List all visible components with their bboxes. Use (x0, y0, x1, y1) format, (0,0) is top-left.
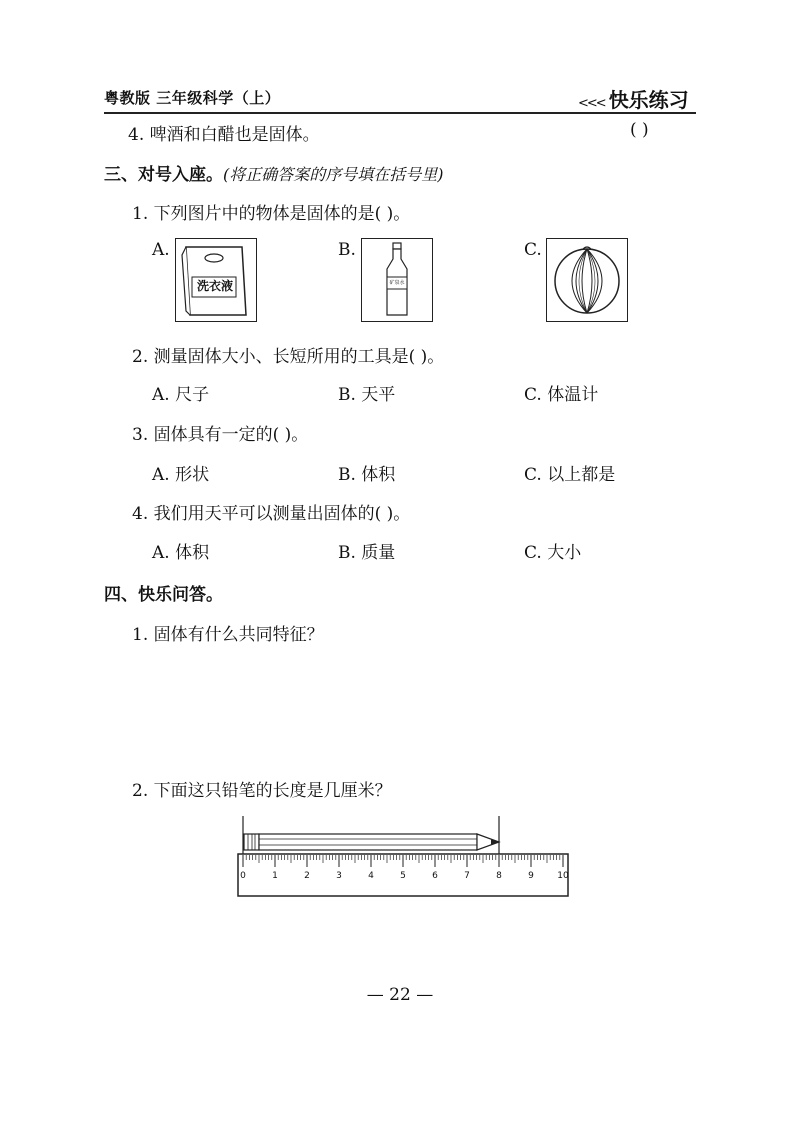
s3-q3-option-c[interactable]: C. 以上都是 (524, 465, 616, 485)
s3-q4-option-c[interactable]: C. 大小 (524, 543, 582, 563)
bottle-label: 矿泉水 (389, 280, 405, 286)
ruler-label: 6 (432, 871, 438, 881)
pencil-icon (244, 834, 499, 850)
ruler-label: 3 (336, 871, 342, 881)
pencil-ruler-figure (236, 812, 572, 902)
ruler-label: 7 (464, 871, 470, 881)
s3-question-2: 2. 测量固体大小、长短所用的工具是( )。 (132, 347, 445, 367)
ruler-label: 4 (368, 871, 374, 881)
section-3-hint: (将正确答案的序号填在括号里) (223, 165, 444, 184)
chevrons-icon: <<< (578, 96, 605, 111)
s3-q1-option-a-label: A. (152, 240, 170, 260)
ruler-label: 8 (496, 871, 502, 881)
ruler-label: 5 (400, 871, 406, 881)
s3-q4-option-b[interactable]: B. 质量 (338, 543, 396, 563)
watermelon-image[interactable] (546, 238, 628, 322)
s3-question-3: 3. 固体具有一定的( )。 (132, 425, 309, 445)
section-brand (578, 84, 689, 113)
ruler-label: 0 (240, 871, 246, 881)
s3-q1-option-b-label: B. (338, 240, 356, 260)
s4-question-2: 2. 下面这只铅笔的长度是几厘米？ (132, 781, 392, 801)
answer-paren[interactable]: ( ) (630, 120, 649, 140)
brand-text: 快乐练习 (608, 88, 689, 112)
water-bottle-image[interactable] (361, 238, 433, 322)
detergent-bag-image[interactable] (175, 238, 257, 322)
s3-q1-option-c-label: C. (524, 240, 542, 260)
section-4-title: 四、快乐问答。 (104, 585, 223, 605)
section-3-heading: 三、对号入座。 (104, 165, 223, 185)
s4-question-1: 1. 固体有什么共同特征？ (132, 625, 324, 645)
section-3-title (104, 160, 444, 185)
ruler-label: 2 (304, 871, 310, 881)
question-4-true-false: 4. 啤酒和白醋也是固体。 (128, 125, 320, 145)
page-number: — 22 — (366, 985, 434, 1005)
s3-q2-option-c[interactable]: C. 体温计 (524, 385, 599, 405)
ruler-label: 1 (272, 871, 278, 881)
ruler-label: 9 (528, 871, 534, 881)
s3-q2-option-b[interactable]: B. 天平 (338, 385, 396, 405)
s3-q2-option-a[interactable]: A. 尺子 (152, 385, 210, 405)
watermelon-icon (547, 239, 627, 321)
detergent-label: 洗衣液 (196, 279, 233, 293)
s3-q3-option-a[interactable]: A. 形状 (152, 465, 210, 485)
s3-question-4: 4. 我们用天平可以测量出固体的( )。 (132, 504, 411, 524)
s3-q3-option-b[interactable]: B. 体积 (338, 465, 396, 485)
s3-question-1: 1. 下列图片中的物体是固体的是( )。 (132, 204, 411, 224)
book-title: 粤教版 三年级科学（上） (104, 89, 281, 107)
s3-q4-option-a[interactable]: A. 体积 (152, 543, 210, 563)
ruler-label: 10 (557, 871, 569, 881)
